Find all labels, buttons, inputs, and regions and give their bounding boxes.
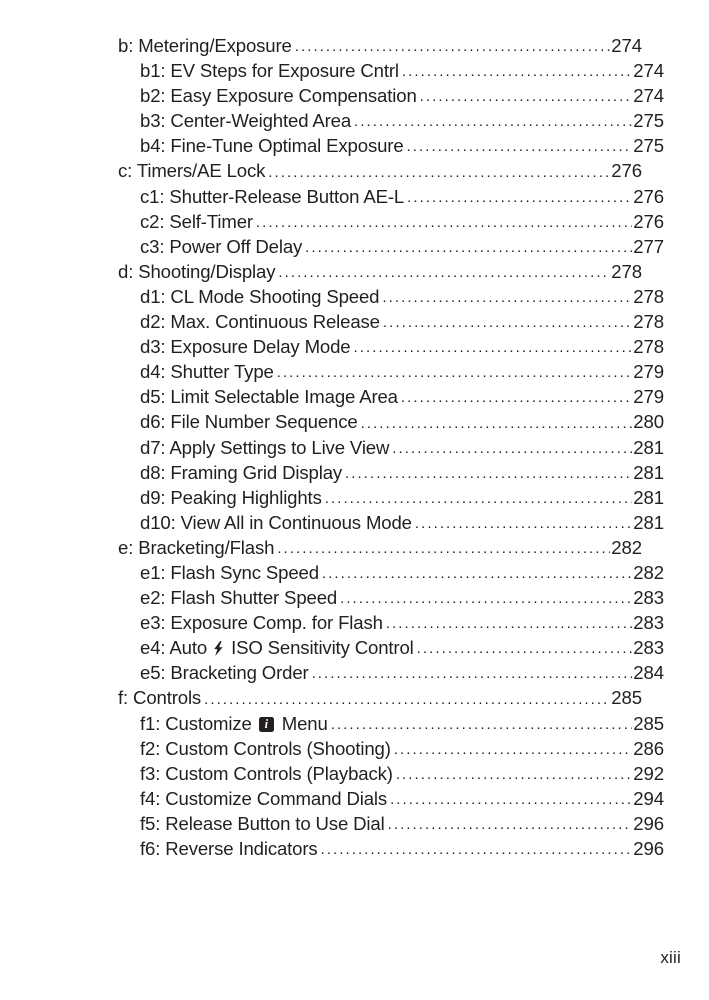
toc-entry-page-number: 283	[633, 587, 664, 609]
toc-entry-title: e3: Exposure Comp. for Flash	[140, 612, 383, 634]
toc-entry-page-number: 278	[611, 260, 642, 282]
toc-entry-page-number: 279	[633, 386, 664, 408]
toc-entry-page-number: 282	[611, 536, 642, 558]
toc-entry-page-number: 274	[633, 85, 664, 107]
dot-leader	[388, 813, 633, 832]
toc-entry[interactable]	[118, 711, 664, 736]
toc-entry[interactable]	[118, 133, 664, 158]
toc-entry-page-number: 281	[633, 436, 664, 458]
toc-entry-title: f6: Reverse Indicators	[140, 838, 318, 859]
dot-leader	[407, 135, 633, 154]
table-of-contents	[118, 33, 664, 861]
toc-entry-title: c2: Self-Timer	[140, 210, 253, 232]
toc-entry-title: d9: Peaking Highlights	[140, 486, 322, 508]
toc-entry[interactable]	[118, 811, 664, 836]
toc-entry-page-number: 276	[633, 210, 664, 232]
toc-entry-page-number: 280	[633, 411, 664, 433]
dot-leader	[407, 186, 632, 205]
toc-entry-page-number: 281	[633, 511, 664, 533]
dot-leader	[386, 612, 632, 631]
toc-entry-page-number: 274	[611, 35, 642, 56]
toc-entry-title: c3: Power Off Delay	[140, 235, 303, 257]
toc-entry-page-number: 283	[633, 637, 664, 659]
toc-entry-page-number: 278	[633, 311, 664, 333]
toc-entry-page-number: 276	[611, 160, 642, 182]
dot-leader	[325, 487, 633, 506]
toc-entry-title: e2: Flash Shutter Speed	[140, 587, 338, 609]
toc-entry-title: d8: Framing Grid Display	[140, 461, 343, 483]
toc-entry-title: d2: Max. Continuous Release	[140, 311, 380, 333]
toc-entry-page-number: 281	[633, 461, 664, 483]
toc-entry[interactable]	[118, 535, 642, 560]
toc-entry-title-text: f1: Customize	[140, 712, 257, 734]
toc-entry-title: b2: Easy Exposure Compensation	[140, 85, 417, 107]
toc-entry[interactable]	[118, 836, 664, 861]
toc-entry-title: b4: Fine-Tune Optimal Exposure	[140, 135, 404, 157]
dot-leader	[204, 687, 610, 706]
toc-entry-page-number: 284	[633, 662, 664, 684]
toc-entry[interactable]	[118, 384, 664, 409]
toc-entry-title	[140, 635, 417, 660]
dot-leader	[256, 211, 632, 230]
toc-entry-title: c: Timers/AE Lock	[118, 160, 266, 182]
toc-entry-title: d6: File Number Sequence	[140, 411, 358, 433]
info-icon	[259, 717, 274, 732]
toc-entry[interactable]	[118, 409, 664, 434]
dot-leader	[354, 336, 633, 355]
toc-entry-title: f3: Custom Controls (Playback)	[140, 762, 393, 784]
dot-leader	[382, 286, 632, 305]
toc-entry[interactable]	[118, 610, 664, 635]
toc-entry-title-text: e4: Auto	[140, 637, 213, 659]
toc-entry-page-number: 296	[633, 812, 664, 834]
toc-entry[interactable]	[118, 585, 664, 610]
toc-entry-page-number: 278	[633, 285, 664, 307]
toc-entry-page-number: 278	[633, 336, 664, 358]
toc-entry-title: d4: Shutter Type	[140, 361, 274, 383]
toc-entry-title: d3: Exposure Delay Mode	[140, 336, 351, 358]
toc-entry-title: b3: Center-Weighted Area	[140, 110, 352, 132]
toc-entry-title: d10: View All in Continuous Mode	[140, 511, 412, 533]
dot-leader	[383, 311, 632, 330]
dot-leader	[312, 662, 633, 681]
dot-leader	[417, 637, 633, 656]
flash-icon	[213, 641, 224, 656]
toc-entry-title-text: Menu	[276, 712, 328, 734]
dot-leader	[396, 763, 632, 782]
toc-entry-title: d: Shooting/Display	[118, 260, 276, 282]
toc-entry[interactable]	[118, 359, 664, 384]
toc-entry-title	[140, 711, 331, 736]
toc-entry[interactable]	[118, 786, 664, 811]
toc-entry-title: f2: Custom Controls (Shooting)	[140, 737, 391, 759]
toc-entry-page-number: 276	[633, 185, 664, 207]
dot-leader	[390, 788, 632, 807]
toc-entry-page-number: 283	[633, 612, 664, 634]
toc-entry-title: f: Controls	[118, 687, 202, 709]
dot-leader	[295, 35, 611, 54]
dot-leader	[345, 462, 632, 481]
dot-leader	[305, 236, 632, 255]
toc-entry-page-number: 285	[633, 712, 664, 734]
toc-entry[interactable]	[118, 510, 664, 535]
dot-leader	[268, 160, 610, 179]
dot-leader	[392, 437, 632, 456]
dot-leader	[277, 361, 633, 380]
toc-entry[interactable]	[118, 460, 664, 485]
toc-entry-page-number: 274	[633, 60, 664, 82]
toc-entry[interactable]	[118, 560, 664, 585]
toc-entry-page-number: 292	[633, 762, 664, 784]
toc-entry[interactable]	[118, 234, 664, 259]
toc-entry[interactable]	[118, 761, 664, 786]
toc-entry[interactable]	[118, 736, 664, 761]
toc-entry-title: d5: Limit Selectable Image Area	[140, 386, 398, 408]
toc-entry-page-number: 279	[633, 361, 664, 383]
toc-entry-title: f5: Release Button to Use Dial	[140, 812, 385, 834]
toc-entry-page-number: 275	[633, 135, 664, 157]
toc-entry[interactable]	[118, 209, 664, 234]
dot-leader	[354, 110, 632, 129]
toc-entry[interactable]	[118, 83, 664, 108]
page-folio: xiii	[660, 948, 681, 967]
dot-leader	[361, 411, 633, 430]
toc-entry[interactable]	[118, 284, 664, 309]
toc-entry-page-number: 296	[633, 838, 664, 859]
toc-entry[interactable]	[118, 184, 664, 209]
toc-entry[interactable]	[118, 259, 642, 284]
toc-entry-title-text: ISO Sensitivity Control	[226, 637, 414, 659]
toc-entry[interactable]	[118, 58, 664, 83]
toc-entry-title: b1: EV Steps for Exposure Cntrl	[140, 60, 399, 82]
toc-entry-page-number: 281	[633, 486, 664, 508]
toc-entry-title: e5: Bracketing Order	[140, 662, 309, 684]
toc-entry[interactable]	[118, 108, 664, 133]
toc-entry-title: d7: Apply Settings to Live View	[140, 436, 390, 458]
toc-entry-title: d1: CL Mode Shooting Speed	[140, 285, 380, 307]
dot-leader	[321, 838, 633, 857]
dot-leader	[401, 386, 632, 405]
toc-entry[interactable]	[118, 309, 664, 334]
dot-leader	[420, 85, 633, 104]
toc-entry[interactable]	[118, 660, 664, 685]
toc-entry[interactable]	[118, 435, 664, 460]
toc-entry[interactable]	[118, 334, 664, 359]
toc-entry[interactable]	[118, 635, 664, 660]
toc-entry-page-number: 275	[633, 110, 664, 132]
dot-leader	[278, 261, 610, 280]
toc-entry[interactable]	[118, 158, 642, 183]
toc-entry-page-number: 282	[633, 561, 664, 583]
toc-entry-page-number: 294	[633, 787, 664, 809]
toc-entry-title: e: Bracketing/Flash	[118, 536, 275, 558]
toc-entry-title: c1: Shutter-Release Button AE-L	[140, 185, 405, 207]
toc-entry-page-number: 277	[633, 235, 664, 257]
dot-leader	[415, 512, 632, 531]
dot-leader	[322, 562, 632, 581]
toc-entry-page-number: 285	[611, 687, 642, 709]
toc-entry[interactable]	[118, 485, 664, 510]
toc-entry-page-number: 286	[633, 737, 664, 759]
dot-leader	[277, 537, 610, 556]
toc-entry-title: f4: Customize Command Dials	[140, 787, 388, 809]
toc-entry-title: e1: Flash Sync Speed	[140, 561, 319, 583]
toc-entry-title: b: Metering/Exposure	[118, 35, 292, 56]
dot-leader	[340, 587, 632, 606]
dot-leader	[402, 60, 632, 79]
dot-leader	[394, 738, 633, 757]
toc-entry[interactable]	[118, 685, 642, 710]
toc-entry[interactable]	[118, 33, 642, 58]
dot-leader	[331, 713, 633, 732]
